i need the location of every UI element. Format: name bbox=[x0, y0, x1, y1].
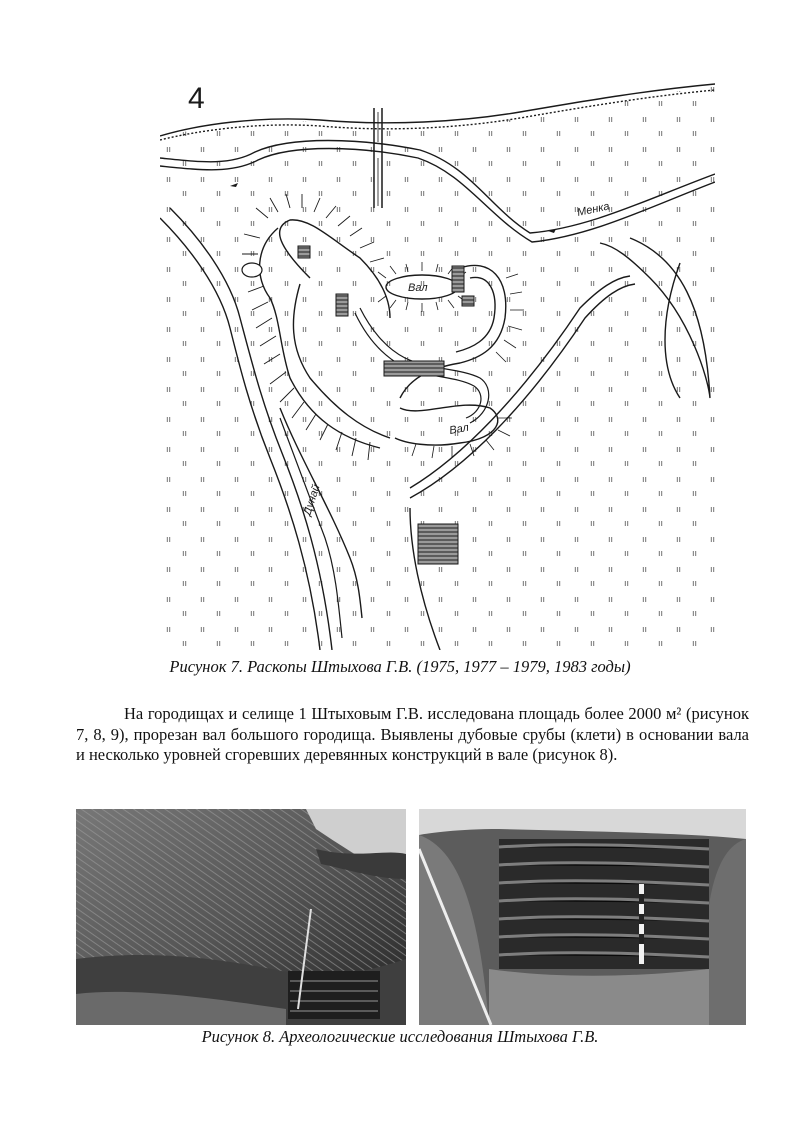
pond bbox=[242, 263, 262, 277]
trench-3 bbox=[452, 266, 464, 292]
trench-2 bbox=[336, 294, 348, 316]
label-stream-dunai: Дунай bbox=[301, 483, 323, 517]
trench-5 bbox=[384, 361, 444, 376]
trench-4 bbox=[462, 296, 474, 306]
label-rampart-top: Вал bbox=[408, 282, 428, 294]
body-paragraph bbox=[76, 704, 749, 766]
log-wall bbox=[499, 839, 709, 969]
corner-number: 4 bbox=[188, 82, 205, 115]
trench-6 bbox=[418, 524, 458, 564]
figure-7-caption: Рисунок 7. Раскопы Штыхова Г.В. (1975, 1977 – 1979, 1983 годы) bbox=[169, 657, 631, 676]
excavation-map bbox=[160, 78, 715, 650]
trench-1 bbox=[298, 246, 310, 258]
paragraph-line-2: (рисунок 7, 8, 9), прорезан вал большого городища. Выявлены дубовые срубы (клети) в bbox=[76, 704, 750, 744]
label-rampart-bottom: Вал bbox=[448, 421, 470, 437]
label-river-menka: Менка bbox=[576, 200, 611, 219]
photo-rampart-section bbox=[76, 809, 406, 1025]
paragraph-line-4: (рисунок 8). bbox=[532, 745, 618, 764]
photo-oak-log-frame bbox=[419, 809, 746, 1025]
paragraph-line-3: основании вала и несколько уровней сгоревших деревянных конструкций в вале bbox=[76, 724, 750, 764]
figure-8-caption: Рисунок 8. Археологические исследования Штыхова Г.В. bbox=[201, 1027, 599, 1046]
measuring-rod bbox=[639, 884, 644, 964]
paragraph-line-1: На городищах и селище 1 Штыховым Г.В. исследована площадь более 2000 м² bbox=[124, 704, 682, 723]
